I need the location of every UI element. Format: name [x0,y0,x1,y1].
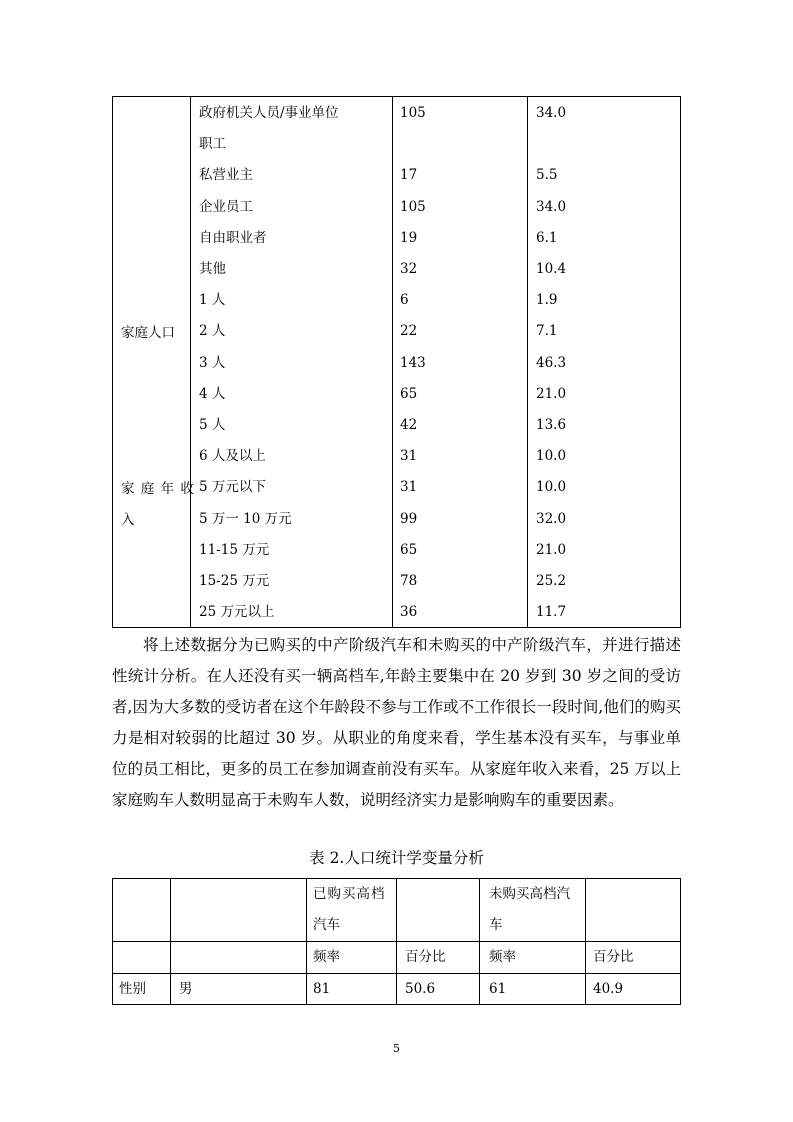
row-label: 1 人 [199,292,226,309]
header-not-bought: 未购买高档汽 [489,886,570,902]
table-divider [392,97,393,627]
row-label: 职工 [199,136,226,153]
row-percent: 46.3 [536,354,567,371]
demographic-variable-analysis-table [112,878,681,1005]
row-percent: 32.0 [536,510,567,527]
row-label: 11-15 万元 [199,541,270,558]
row-frequency: 42 [400,417,418,433]
row-label: 5 万一 10 万元 [199,510,292,527]
cell-freq-bought: 81 [313,981,331,997]
group-label-household-size: 家庭人口 [121,325,175,341]
header-not-bought-cont: 车 [489,917,503,933]
table-divider [113,973,680,974]
row-percent: 34.0 [536,198,567,215]
row-percent: 5.5 [536,167,558,184]
row-frequency: 19 [400,229,418,246]
row-label: 3 人 [199,354,226,371]
row-label: 其他 [199,261,226,277]
row-percent: 13.6 [536,417,567,433]
row-frequency: 65 [400,385,418,402]
row-frequency: 6 [400,292,409,309]
row-percent: 10.4 [536,261,567,277]
row-percent: 10.0 [536,448,567,465]
header-pct-not-bought: 百分比 [593,949,634,965]
row-label: 2 人 [199,323,226,340]
row-level-male: 男 [179,981,193,997]
demographics-table-continued [112,96,681,628]
row-frequency: 36 [400,604,418,621]
row-label: 企业员工 [199,198,253,215]
row-label: 自由职业者 [199,229,267,246]
row-label: 15-25 万元 [199,573,270,589]
cell-freq-not-bought: 61 [489,981,507,997]
header-bought: 已购买高档 [313,886,386,902]
row-frequency: 22 [400,323,418,340]
row-percent: 25.2 [536,573,567,589]
row-label: 5 万元以下 [199,479,266,496]
table-divider [527,97,528,627]
row-frequency: 105 [400,198,426,215]
row-label: 6 人及以上 [199,448,266,465]
row-percent: 1.9 [536,292,558,309]
row-percent: 10.0 [536,479,567,496]
row-percent: 34.0 [536,105,567,121]
page-number: 5 [393,1042,400,1055]
cell-pct-not-bought: 40.9 [593,981,624,997]
row-label: 25 万元以上 [199,604,275,621]
row-frequency: 31 [400,479,418,496]
row-label: 4 人 [199,385,226,402]
row-label: 政府机关人员/事业单位 [199,105,339,121]
row-label: 5 人 [199,417,226,433]
cell-pct-bought: 50.6 [405,981,436,997]
row-frequency: 78 [400,573,418,589]
table-divider [190,97,191,627]
row-frequency: 32 [400,261,418,277]
header-bought-cont: 汽车 [313,917,340,933]
header-freq-bought: 频率 [313,949,340,965]
row-frequency: 65 [400,541,418,558]
row-percent: 21.0 [536,385,567,402]
header-pct-bought: 百分比 [405,949,446,965]
row-variable-gender: 性别 [119,981,146,997]
group-label-income: 家 庭 年 收 [121,481,195,497]
row-percent: 7.1 [536,323,558,340]
table-divider [113,941,680,942]
row-frequency: 105 [400,105,426,121]
header-freq-not-bought: 频率 [489,949,516,965]
row-frequency: 99 [400,510,418,527]
row-frequency: 143 [400,354,426,371]
row-percent: 6.1 [536,229,558,246]
group-label-income-cont: 入 [121,512,135,528]
row-percent: 21.0 [536,541,567,558]
row-frequency: 31 [400,448,418,465]
row-frequency: 17 [400,167,418,184]
table2-caption: 表 2.人口统计学变量分析 [309,849,484,867]
row-label: 私营业主 [199,167,253,184]
row-percent: 11.7 [536,604,567,621]
analysis-paragraph: 将上述数据分为已购买的中产阶级汽车和未购买的中产阶级汽车，并进行描述性统计分析。在人还没有买一辆高档车,年龄主要集中在 20 岁到 30 岁之间的受访者,因为大多数的受访者在这个年龄段不参与工作或不工作很长一段时间,他们的购买力是相对较弱的比超过 30 岁。从职业的角度来看，学生基本没有买车，与事业单位的员工相比，更多的员工在参加调查前没有买车。从家庭年收入来看，25 万以上家庭购车人数明显高于未购车人数，说明经济实力是影响购车的重要因素。 [112,636,681,809]
